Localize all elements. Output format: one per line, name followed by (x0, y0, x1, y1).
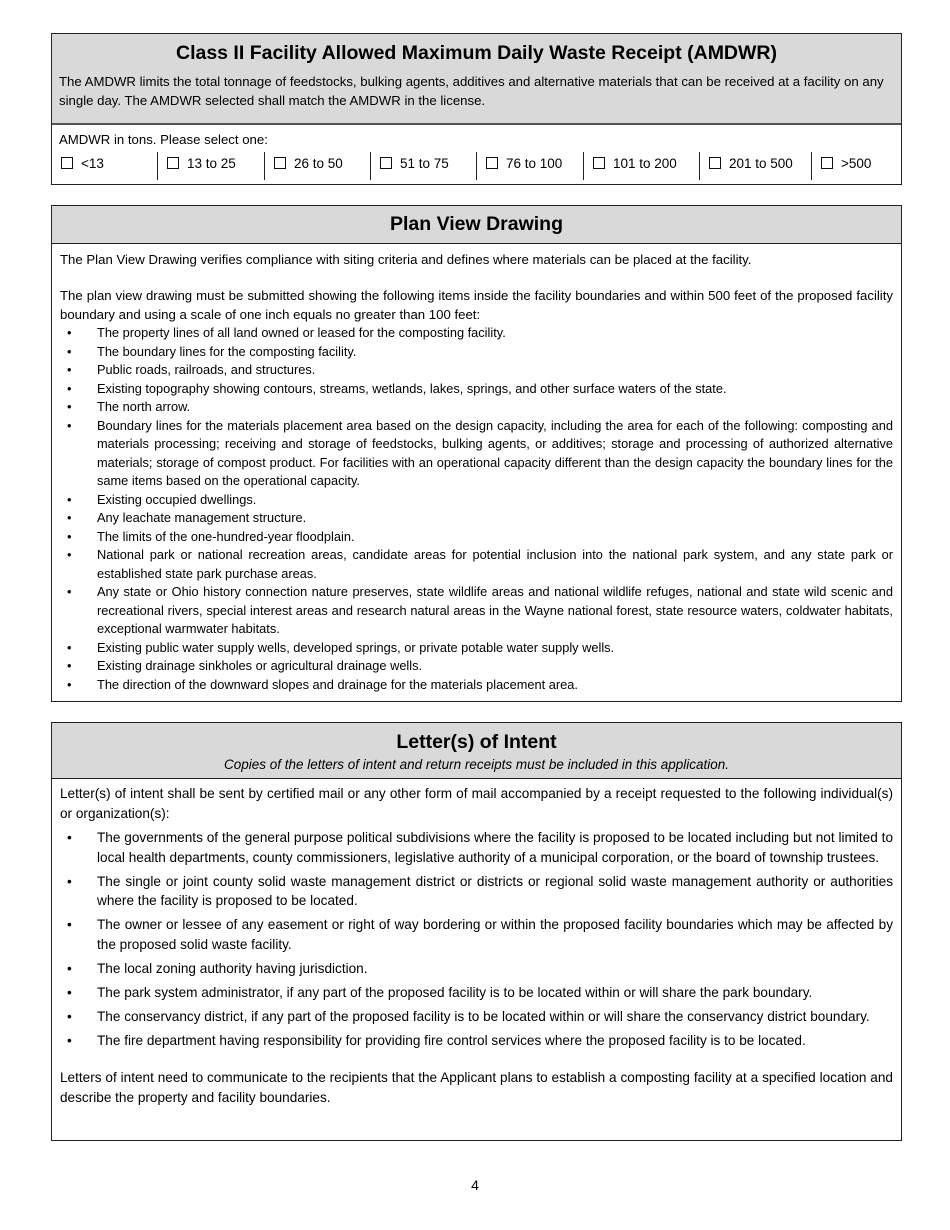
amdwr-option[interactable] (700, 152, 812, 180)
list-item: • The owner or lessee of any easement or right of way bordering or within the proposed facility boundaries which may be affected by the proposed solid waste facility. (60, 915, 893, 954)
checkbox-icon[interactable] (274, 157, 286, 169)
list-item: • The north arrow. (60, 398, 893, 417)
letters-header (52, 723, 901, 779)
amdwr-option-label: 51 to 75 (400, 156, 449, 171)
list-item: • Existing topography showing contours, streams, wetlands, lakes, springs, and other surface waters of the state. (60, 380, 893, 399)
list-item: • The local zoning authority having jurisdiction. (60, 959, 893, 979)
letters-title: Letter(s) of Intent (396, 731, 557, 753)
plan-view-list (60, 324, 893, 694)
list-item: • Boundary lines for the materials placement area based on the design capacity, including the area for each of the following: composting and materials processing; receiving and storage of feedstocks, bulking agents, or additives; storage and processing of authorized alternative materials; storage of compost product. For facilities with an operational capacity different than the design capacity the boundary lines for the same items based on the operational capacity. (60, 417, 893, 491)
plan-view-intro: The Plan View Drawing verifies compliance with siting criteria and defines where materials can be placed at the facility. (60, 252, 752, 267)
page-number: 4 (471, 1177, 479, 1193)
amdwr-section (51, 33, 902, 185)
plan-view-requirement: The plan view drawing must be submitted showing the following items inside the facility boundaries and within 500 feet of the proposed facility boundary and using a scale of one inch equals no greater than 100 feet: (60, 288, 893, 322)
list-item: • The fire department having responsibility for providing fire control services where the proposed facility is to be located. (60, 1031, 893, 1051)
amdwr-header (52, 34, 901, 125)
amdwr-option[interactable] (812, 152, 901, 180)
list-item: • The conservancy district, if any part of the proposed facility is to be located within or will share the conservancy district boundary. (60, 1007, 893, 1027)
list-item: • Existing public water supply wells, developed springs, or private potable water supply wells. (60, 639, 893, 658)
plan-view-header (52, 206, 901, 244)
list-item: • The governments of the general purpose political subdivisions where the facility is proposed to be located including but not limited to local health departments, county commissioners, legislative authority of a municipal corporation, or the board of township trustees. (60, 828, 893, 867)
plan-view-body (52, 244, 901, 694)
letters-of-intent-section (51, 722, 902, 1141)
checkbox-icon[interactable] (167, 157, 179, 169)
letters-body (52, 779, 901, 1107)
amdwr-option-label: 101 to 200 (613, 156, 677, 171)
list-item: • The single or joint county solid waste management district or districts or regional solid waste management authority or authorities where the facility is proposed to be located. (60, 872, 893, 911)
checkbox-icon[interactable] (486, 157, 498, 169)
list-item: • Existing drainage sinkholes or agricultural drainage wells. (60, 657, 893, 676)
list-item: • The boundary lines for the composting facility. (60, 343, 893, 362)
amdwr-option-label: 13 to 25 (187, 156, 236, 171)
plan-view-section (51, 205, 902, 702)
list-item: • Any leachate management structure. (60, 509, 893, 528)
amdwr-option[interactable] (477, 152, 584, 180)
amdwr-option-label: 76 to 100 (506, 156, 563, 171)
list-item: • Existing occupied dwellings. (60, 491, 893, 510)
amdwr-select-label: AMDWR in tons. Please select one: (59, 132, 268, 147)
list-item: • The property lines of all land owned or leased for the composting facility. (60, 324, 893, 343)
amdwr-option-label: 201 to 500 (729, 156, 793, 171)
letters-list (60, 828, 893, 1050)
amdwr-title: Class II Facility Allowed Maximum Daily Waste Receipt (AMDWR) (175, 42, 777, 64)
amdwr-option[interactable] (158, 152, 265, 180)
amdwr-option-label: 26 to 50 (294, 156, 343, 171)
checkbox-icon[interactable] (709, 157, 721, 169)
amdwr-option[interactable] (584, 152, 700, 180)
letters-subtitle: Copies of the letters of intent and return receipts must be included in this application. (223, 757, 730, 772)
amdwr-options (52, 152, 901, 180)
checkbox-icon[interactable] (380, 157, 392, 169)
list-item: • Public roads, railroads, and structures. (60, 361, 893, 380)
checkbox-icon[interactable] (821, 157, 833, 169)
list-item: • The limits of the one-hundred-year floodplain. (60, 528, 893, 547)
list-item: • The direction of the downward slopes and drainage for the materials placement area. (60, 676, 893, 695)
amdwr-option[interactable] (265, 152, 371, 180)
plan-view-title: Plan View Drawing (389, 213, 564, 235)
letters-closing: Letters of intent need to communicate to the recipients that the Applicant plans to establish a composting facility at a specified location and describe the property and facility boundaries. (60, 1070, 893, 1105)
amdwr-option[interactable] (52, 152, 158, 180)
amdwr-option-label: <13 (81, 156, 104, 171)
checkbox-icon[interactable] (61, 157, 73, 169)
list-item: • Any state or Ohio history connection nature preserves, state wildlife areas and national wildlife refuges, national and state wild scenic and recreational rivers, special interest areas and research natural areas in the Wayne national forest, state resource waters, coldwater habitats, exceptional warmwater habitats. (60, 583, 893, 639)
letters-intro: Letter(s) of intent shall be sent by certified mail or any other form of mail accompanied by a receipt requested to the following individual(s) or organization(s): (60, 786, 893, 821)
amdwr-description: The AMDWR limits the total tonnage of feedstocks, bulking agents, additives and alternative materials that can be received at a facility on any single day. The AMDWR selected shall match the AMDWR in the license. (59, 74, 884, 108)
amdwr-option[interactable] (371, 152, 477, 180)
list-item: • The park system administrator, if any part of the proposed facility is to be located within or will share the park boundary. (60, 983, 893, 1003)
amdwr-option-label: >500 (841, 156, 872, 171)
list-item: • National park or national recreation areas, candidate areas for potential inclusion into the national park system, and any state park or established state park purchase areas. (60, 546, 893, 583)
checkbox-icon[interactable] (593, 157, 605, 169)
